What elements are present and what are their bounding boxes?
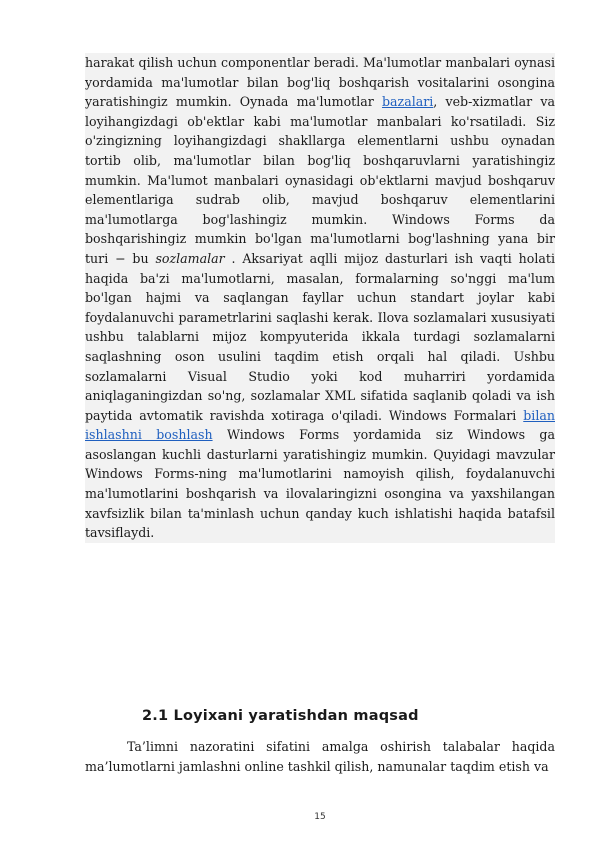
section-heading: 2.1 Loyixani yaratishdan maqsad (142, 708, 419, 724)
paragraph-text-3: . Aksariyat aqlli mijoz dasturlari ish vaqti holati haqida ba'zi ma'lumotlarni, masalan, formalarning so'nggi ma'lum bo'lgan hajmi va saqlangan fayllar uchun standart joylar kabi foydalanuvchi parametrlarini saqlashi kerak. Ilova sozlamalari xususiyati ushbu talablarni mijoz kompyuterida ikkala turdagi sozlamalarni saqlashning oson usulini taqdim etish orqali hal qiladi. Ushbu sozlamalarni Visual Studio yoki kod muharriri yordamida aniqlaganingizdan so'ng, sozlamalar XML sifatida saqlanib qoladi va ish paytida avtomatik ravishda xotiraga o'qiladi. Windows Formalari (85, 250, 555, 423)
section-paragraph: Ta’limni nazoratini sifatini amalga oshirish talabalar haqida ma’lumotlarni jamlashni online tashkil qilish, namunalar taqdim etish va (85, 739, 555, 774)
paragraph-text-1: harakat qilish uchun componentlar beradi. Ma'lumotlar manbalari oynasi yordamida ma'lumotlar bilan bog'liq boshqarish vositalarini osongina yaratishingiz mumkin. Oynada ma'lumotlar (85, 55, 555, 110)
link-bazalari[interactable]: bazalari (381, 94, 434, 110)
body-paragraph (85, 53, 555, 543)
paragraph-text-4: Windows Forms yordamida siz Windows ga asoslangan kuchli dasturlarni yaratishingiz mumkin. Quyidagi mavzular Windows Forms-ning ma'lumotlarini namoyish qilish, foydalanuvchi ma'lumotlarini boshqarish va ilovalaringizni osongina va yaxshilangan xavfsizlik bilan ta'minlash uchun qanday kuch ishlatishi haqida batafsil tavsiflaydi. (85, 427, 556, 541)
italic-term-sozlamalar: sozlamalar (155, 250, 225, 266)
page-number: 15 (314, 812, 326, 822)
paragraph-text-2: , veb-xizmatlar va loyihangizdagi ob'ektlar kabi ma'lumotlar manbalari ko'rsatiladi. Siz o'zingizning loyihangizdagi shakllarga elementlarni ushbu oynadan tortib olib, ma'lumotlar bilan bog'liq boshqaruvlarni yaratishingiz mumkin. Ma'lumot manbalari oynasidagi ob'ektlarni mavjud boshqaruv elementlariga sudrab olib, mavjud boshqaruv elementlarini ma'lumotlarga bog'lashingiz mumkin. Windows Forms da boshqarishingiz mumkin bo'lgan ma'lumotlarni bog'lashning yana bir turi − bu (85, 94, 555, 266)
link-bilan-ishlashni-boshlash[interactable]: bilan ishlashni boshlash (85, 407, 555, 443)
